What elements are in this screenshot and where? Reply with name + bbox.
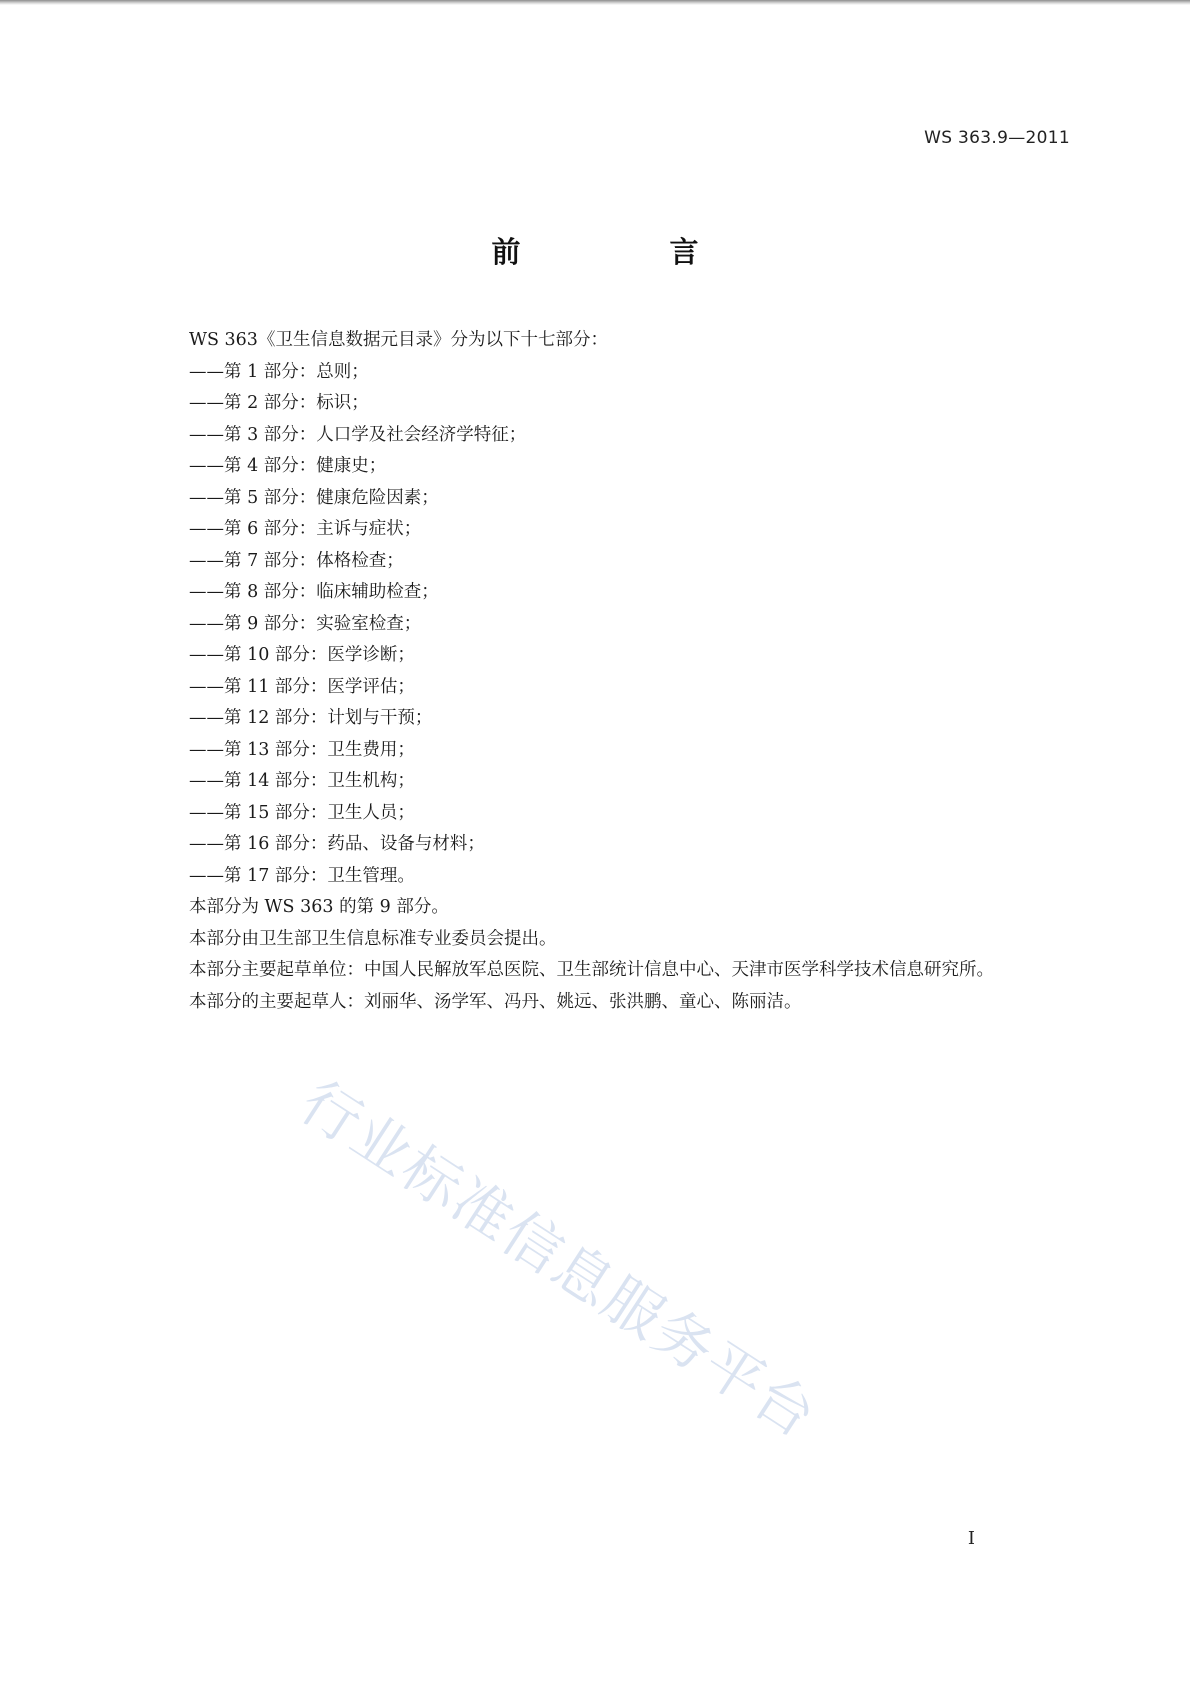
list-item: ——第 11 部分：医学评估； [189, 676, 415, 697]
list-item: ——第 7 部分：体格检查； [189, 550, 404, 571]
list-item: ——第 3 部分：人口学及社会经济学特征； [189, 424, 527, 445]
list-item: ——第 15 部分：卫生人员； [189, 802, 415, 823]
scan-top-edge [0, 0, 1190, 5]
list-item: ——第 17 部分：卫生管理。 [189, 865, 415, 886]
list-item: ——第 9 部分：实验室检查； [189, 613, 422, 634]
watermark: 行业标准信息服务平台 [288, 1067, 830, 1452]
intro-paragraph: WS 363《卫生信息数据元目录》分为以下十七部分： [189, 330, 608, 350]
drafting-units: 本部分主要起草单位：中国人民解放军总医院、卫生部统计信息中心、天津市医学科学技术信息研究所。 [189, 960, 994, 980]
list-item: ——第 14 部分：卫生机构； [189, 771, 415, 791]
page-number: I [967, 1528, 975, 1549]
foreword-body [148, 325, 1073, 1018]
list-item: ——第 6 部分：主诉与症状； [189, 519, 422, 539]
list-item: ——第 5 部分：健康危险因素； [189, 487, 439, 508]
list-item: ——第 1 部分：总则； [189, 361, 369, 382]
list-item: ——第 4 部分：健康史； [189, 456, 387, 476]
page-title: 前 言 [491, 235, 759, 269]
list-item: ——第 2 部分：标识； [189, 393, 369, 413]
proposer-statement: 本部分由卫生部卫生信息标准专业委员会提出。 [189, 928, 557, 949]
list-item: ——第 16 部分：药品、设备与材料； [189, 834, 485, 854]
list-item: ——第 13 部分：卫生费用； [189, 739, 415, 760]
list-item: ——第 8 部分：临床辅助检查； [189, 582, 439, 602]
list-item: ——第 12 部分：计划与干预； [189, 708, 433, 728]
part-statement: 本部分为 WS 363 的第 9 部分。 [189, 897, 449, 917]
drafters: 本部分的主要起草人：刘丽华、汤学军、冯丹、姚远、张洪鹏、童心、陈丽洁。 [189, 991, 802, 1012]
list-item: ——第 10 部分：医学诊断； [189, 645, 415, 665]
standard-code: WS 363.9—2011 [924, 128, 1070, 148]
parts-list [148, 357, 1073, 893]
